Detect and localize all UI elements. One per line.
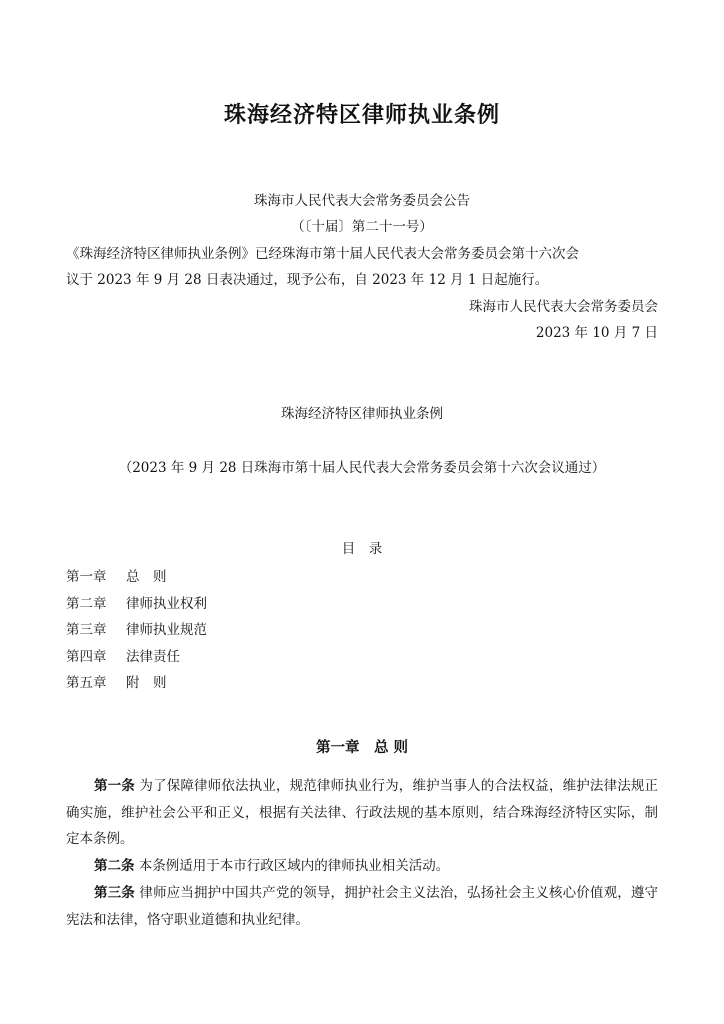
announcement-date: 2023 年 10 月 7 日	[535, 325, 658, 341]
article-3	[66, 880, 658, 933]
article-1	[66, 773, 658, 853]
article-text: 律师应当拥护中国共产党的领导，拥护社会主义法治，弘扬社会主义核心价值观，遵守宪法和法律，恪守职业道德和执业纪律。	[66, 885, 659, 928]
toc-item	[66, 617, 207, 644]
adoption-note: （2023 年 9 月 28 日珠海市第十届人民代表大会常务委员会第十六次会议通过）	[118, 460, 606, 476]
article-text: 本条例适用于本市行政区域内的律师执业相关活动。	[138, 858, 450, 874]
article-label: 第二条	[94, 858, 135, 874]
article-text: 为了保障律师依法执业，规范律师执业行为，维护当事人的合法权益，维护法律法规正确实施，维护社会公平和正义，根据有关法律、行政法规的基本原则，结合珠海经济特区实际，制定本条例。	[66, 778, 659, 847]
document-title: 珠海经济特区律师执业条例	[223, 103, 500, 128]
regulation-title: 珠海经济特区律师执业条例	[281, 406, 443, 422]
toc-heading: 目 录	[341, 541, 383, 557]
toc-chapter-number: 第一章	[66, 569, 107, 585]
toc-chapter-number: 第三章	[66, 622, 107, 638]
table-of-contents	[66, 564, 207, 697]
toc-chapter-name: 总 则	[126, 569, 167, 585]
article-label: 第一条	[94, 778, 135, 794]
toc-item	[66, 591, 207, 618]
toc-chapter-number: 第二章	[66, 595, 107, 612]
announcement-body-line1: 《珠海经济特区律师执业条例》已经珠海市第十届人民代表大会常务委员会第十六次会	[66, 246, 579, 262]
chapter-heading: 第一章 总 则	[315, 740, 409, 756]
toc-chapter-name: 法律责任	[126, 648, 180, 665]
toc-chapter-name: 附 则	[126, 675, 167, 691]
announcement-signer: 珠海市人民代表大会常务委员会	[469, 299, 658, 315]
toc-chapter-name: 律师执业规范	[126, 622, 207, 638]
toc-item	[66, 670, 207, 697]
announcement-body-line2: 议于 2023 年 9 月 28 日表决通过，现予公布，自 2023 年 12 月 1 日起施行。	[66, 272, 549, 288]
article-2	[66, 853, 658, 880]
announcement-number: （〔十届〕第二十一号）	[291, 219, 433, 235]
toc-item	[66, 564, 207, 591]
toc-chapter-number: 第四章	[66, 648, 107, 665]
announcement-issuer: 珠海市人民代表大会常务委员会公告	[254, 193, 470, 209]
article-label: 第三条	[94, 885, 135, 901]
toc-chapter-name: 律师执业权利	[126, 595, 207, 612]
toc-item	[66, 644, 207, 671]
toc-chapter-number: 第五章	[66, 675, 107, 691]
